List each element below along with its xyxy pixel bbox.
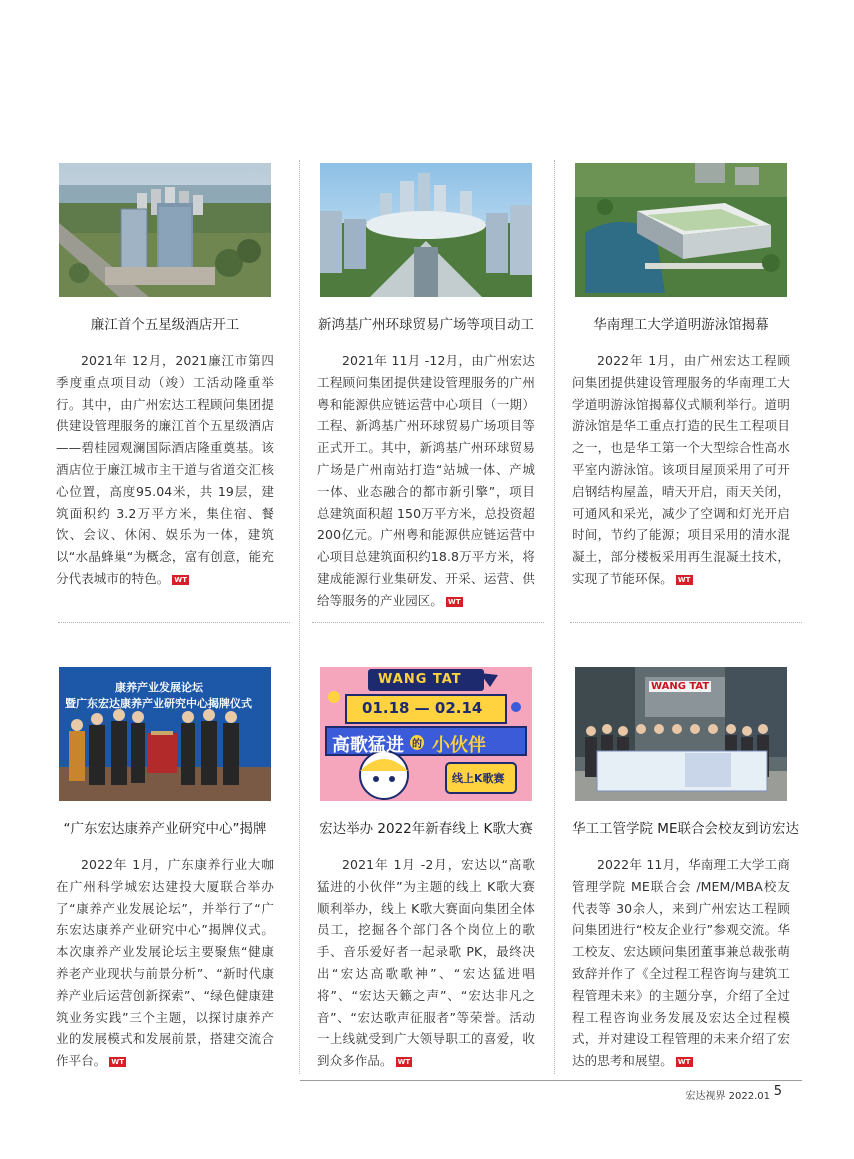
photo-karaoke-poster [320, 667, 532, 801]
page-number: 5 [773, 1084, 782, 1099]
poster-title-a: 高歌猛进 [332, 735, 404, 756]
article-karaoke-contest [317, 667, 535, 1072]
column-divider [299, 160, 300, 1074]
end-mark-icon: WT [397, 1058, 411, 1067]
row-divider [312, 622, 544, 623]
article-body: 2021年 1月 -2月，宏达以“高歌猛进的小伙伴”为主题的线上 K歌大赛顺利举办，线上 K歌大赛面向集团全体员工，挖掘各个部门各个岗位上的歌手、音乐爱好者一起录歌 PK，最终决出“宏达高歌歌神”、“宏达猛进唱将”、“宏达天籁之声”、“宏达非凡之音”、“宏达歌声征服者”等荣誉。活动一上线就受到广大领导职工的喜爱，收到众多作品。 WT [317, 857, 535, 1069]
article-alumni-visit [572, 667, 799, 1072]
article-title: 宏达举办 2022年新春线上 K歌大赛 [319, 821, 533, 837]
end-mark-icon: WT [174, 575, 188, 584]
article-title: 廉江首个五星级酒店开工 [90, 317, 240, 333]
article-body: 2022年 1月，由广州宏达工程顾问集团提供建设管理服务的华南理工大学道明游泳馆揭幕仪式顺利举行。道明游泳馆是华工重点打造的民生工程项目之一，也是华工第一个大型综合性高水平室内游泳馆。该项目屋顶采用了可开启钢结构屋盖，晴天开启，雨天关闭，可通风和采光，减少了空调和灯光开启时间，节约了能源；项目采用的清水混凝土，部分楼板采用再生混凝土技术，实现了节能环保。 WT [572, 353, 790, 586]
photo-hotel-tower [59, 163, 271, 297]
end-mark-icon: WT [111, 1058, 125, 1067]
banner-line1: 康养产业发展论坛 [115, 681, 203, 694]
article-title: “广东宏达康养产业研究中心”揭牌 [63, 821, 267, 837]
poster-title-de: 的 [410, 735, 424, 750]
article-scut-natatorium [572, 163, 790, 590]
article-title: 华工工管学院 ME联合会校友到访宏达 [572, 821, 799, 837]
poster-dates: 01.18 — 02.14 [362, 699, 483, 717]
article-body: 2021年 11月 -12月，由广州宏达工程顾问集团提供建设管理服务的广州粤和能源供应链运营中心项目（一期）工程、新鸿基广州环球贸易广场项目等正式开工。其中，新鸿基广州环球贸易广场是广州南站打造“站城一体、产城一体、业态融合的都市新引擎”，项目总建筑面积超 150万平方米，总投资超 200亿元。广州粤和能源供应链运营中心项目总建筑面积约18.8万平方米，将建成能源行业集研发、开采、运营、供给等服务的产业园区。 WT [317, 353, 535, 608]
article-body: 2021年 12月，2021廉江市第四季度重点项目动（竣）工活动隆重举行。其中，由广州宏达工程顾问集团提供建设管理服务的廉江首个五星级酒店——碧桂园观澜国际酒店隆重奠基。该酒店位于廉江城市主干道与省道交汇核心位置，高度95.04米，共 19层，建筑面积约 3.2万平方米，集住宿、餐饮、会议、休闲、娱乐为一体，建筑以“水晶蜂巢“为概念，富有创意，能充分代表城市的特色。 WT [56, 353, 274, 586]
article-lianjiang-hotel [56, 163, 274, 590]
article-body: 2022年 11月，华南理工大学工商管理学院 ME联合会 /MEM/MBA校友代表等 30余人，来到广州宏达工程顾问集团进行“校友企业行”参观交流。华工校友、宏达顾问集团董事兼总裁张萌致辞并作了《全过程工程咨询与建筑工程管理未来》的主题分享，介绍了全过程工程咨询业务发展及宏达全过程模式，并对建设工程管理的未来介绍了宏达的思考和展望。 WT [572, 857, 790, 1069]
row-divider [570, 622, 802, 623]
column-divider [554, 160, 555, 1074]
building-sign: WANG TAT [651, 681, 710, 692]
footer-rule [300, 1080, 802, 1081]
row-divider [58, 622, 290, 623]
article-sunhungkai-icc [317, 163, 535, 612]
end-mark-icon: WT [677, 575, 691, 584]
article-title: 新鸿基广州环球贸易广场等项目动工 [318, 317, 534, 333]
poster-brand: WANG TAT [378, 672, 462, 687]
article-health-research-center [56, 667, 274, 1072]
photo-trade-plaza [320, 163, 532, 297]
photo-alumni-group [575, 667, 787, 801]
banner-line2: 暨广东宏达康养产业研究中心揭牌仪式 [65, 697, 252, 710]
article-title: 华南理工大学道明游泳馆揭幕 [593, 317, 769, 333]
end-mark-icon: WT [677, 1058, 691, 1067]
poster-subtitle: 线上K歌赛 [452, 772, 505, 785]
article-body: 2022年 1月，广东康养行业大咖在广州科学城宏达建投大厦联合举办了“康养产业发展论坛”，并举行了“广东宏达康养产业研究中心”揭牌仪式。本次康养产业发展论坛主要聚焦“健康养老产业现状与前景分析”、“新时代康养产业后运营创新探索”、“绿色健康建筑业务实践”三个主题，以探讨康养产业的发展模式和发展前景，搭建交流合作平台。 WT [56, 857, 274, 1069]
magazine-issue: 宏达视界 2022.01 [685, 1091, 770, 1102]
photo-natatorium [575, 163, 787, 297]
poster-title-b: 小伙伴 [432, 735, 486, 756]
photo-plaque-ceremony [59, 667, 271, 801]
end-mark-icon: WT [448, 597, 461, 606]
